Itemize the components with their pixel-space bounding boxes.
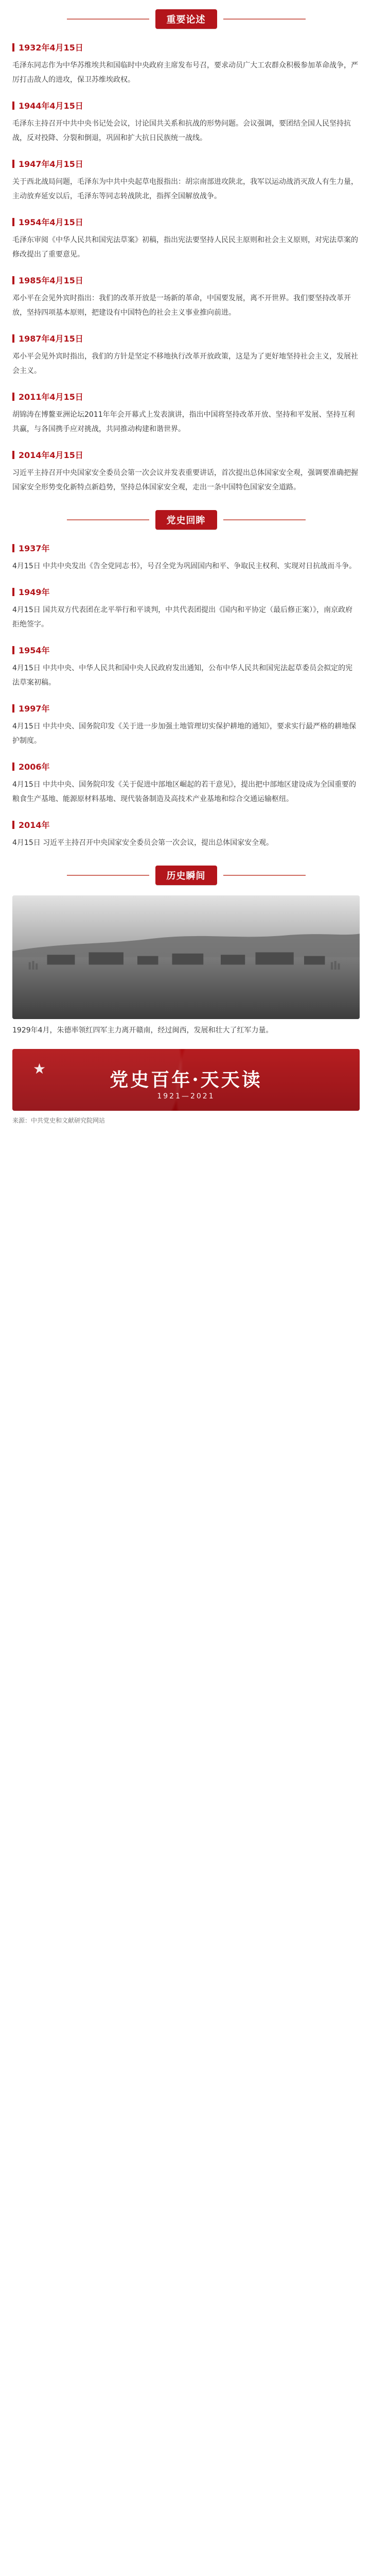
paragraph: 胡锦涛在博鳌亚洲论坛2011年年会开幕式上发表演讲，指出中国将坚持改革开放、坚持和平发展、坚持互利共赢，与各国携手应对挑战，共同推动构建和谐世界。 — [12, 411, 355, 433]
photo-illustration — [12, 895, 360, 1019]
star-icon: ★ — [33, 1060, 46, 1077]
photo-caption: 1929年4月，朱德率领红四军主力离开赣南，经过闽西，发展和壮大了红军力量。 — [12, 1026, 273, 1035]
year-text: 1954年 — [19, 646, 50, 655]
year-marker-icon — [12, 588, 14, 596]
paragraph: 关于西北战局问题，毛泽东为中共中央起草电报指出：胡宗南部进攻陕北，我军以运动战消灭敌人有生力量，主动放弃延安以后，毛泽东等同志转战陕北，指挥全国解放战争。 — [12, 178, 358, 200]
buildings — [47, 952, 325, 964]
paragraph: 4月15日 中共中央、国务院印发《关于进一步加强土地管理切实保护耕地的通知》，要求实行最严格的耕地保护制度。 — [12, 722, 357, 745]
paragraph: 4月15日 中共中央、国务院印发《关于促进中部地区崛起的若干意见》，提出把中部地区建设成为全国重要的粮食生产基地、能源原材料基地、现代装备制造及高技术产业基地和综合交通运输枢纽。 — [12, 781, 357, 803]
year-label — [12, 542, 360, 554]
banner-years: 1921—2021 — [157, 1092, 215, 1100]
year-marker-icon — [12, 762, 14, 771]
historical-photo — [12, 895, 360, 1019]
decorative-line-right — [223, 19, 306, 20]
ground — [12, 957, 360, 1019]
year-marker-icon — [12, 276, 14, 284]
paragraph: 邓小平在会见外宾时指出：我们的改革开放是一场新的革命，中国要发展，离不开世界。我们要坚持改革开放，坚持四项基本原则，把建设有中国特色的社会主义事业推向前进。 — [12, 294, 351, 317]
section-header-important — [0, 9, 372, 29]
year-label — [12, 216, 360, 228]
year-label — [12, 819, 360, 831]
paragraph: 4月15日 中共中央、中华人民共和国中央人民政府发出通知，公布中华人民共和国宪法起草委员会拟定的宪法草案初稿。 — [12, 664, 353, 687]
section-header-history-ref — [0, 510, 372, 530]
year-marker-icon — [12, 451, 14, 459]
paragraph: 邓小平会见外宾时指出，我们的方针是坚定不移地执行改革开放政策，这是为了更好地坚持社会主义，发展社会主义。 — [12, 352, 358, 375]
year-text: 2011年4月15日 — [19, 392, 83, 402]
year-text: 1944年4月15日 — [19, 101, 83, 111]
source: 来源：中共党史和文献研究院网站 — [12, 1117, 105, 1124]
year-label — [12, 274, 360, 286]
year-text: 1932年4月15日 — [19, 43, 83, 53]
year-label — [12, 586, 360, 598]
year-text: 2014年 — [19, 820, 50, 830]
paragraph: 毛泽东同志作为中华苏维埃共和国临时中央政府主席发布号召，要求动员广大工农群众积极参加革命战争，严厉打击敌人的进攻，保卫苏维埃政权。 — [12, 61, 358, 84]
year-marker-icon — [12, 43, 14, 52]
decorative-line-right — [223, 519, 306, 520]
year-text: 1949年 — [19, 587, 50, 597]
paragraph: 毛泽东审阅《中华人民共和国宪法草案》初稿，指出宪法要坚持人民民主原则和社会主义原则，对宪法草案的修改提出了重要意见。 — [12, 236, 358, 259]
year-label — [12, 41, 360, 53]
year-text: 2006年 — [19, 762, 50, 772]
year-label — [12, 99, 360, 111]
decorative-line-left — [67, 519, 149, 520]
year-text: 1947年4月15日 — [19, 159, 83, 169]
year-marker-icon — [12, 334, 14, 343]
year-marker-icon — [12, 544, 14, 552]
decorative-line-left — [67, 19, 149, 20]
year-label — [12, 391, 360, 402]
year-text: 1985年4月15日 — [19, 276, 83, 285]
section-header-history-review — [0, 866, 372, 885]
year-text: 2014年4月15日 — [19, 450, 83, 460]
historical-photo-wrap — [12, 895, 360, 1019]
year-marker-icon — [12, 821, 14, 829]
year-label — [12, 449, 360, 461]
year-text: 1997年 — [19, 704, 50, 714]
year-label — [12, 760, 360, 772]
paragraph: 4月15日 国共双方代表团在北平举行和平谈判，中共代表团提出《国内和平协定（最后修正案）》，南京政府拒绝签字。 — [12, 606, 353, 629]
banner-title: 党史百年·天天读 — [110, 1069, 262, 1091]
year-marker-icon — [12, 646, 14, 654]
year-label — [12, 644, 360, 656]
year-label — [12, 332, 360, 344]
year-marker-icon — [12, 704, 14, 713]
year-marker-icon — [12, 393, 14, 401]
year-marker-icon — [12, 218, 14, 226]
important-list — [0, 41, 372, 495]
year-label — [12, 158, 360, 170]
paragraph: 4月15日 习近平主持召开中央国家安全委员会第一次会议，提出总体国家安全观。 — [12, 839, 274, 847]
section-title: 重要论述 — [155, 9, 217, 29]
decorative-line-left — [67, 875, 149, 876]
paragraph: 习近平主持召开中央国家安全委员会第一次会议并发表重要讲话，首次提出总体国家安全观，强调要准确把握国家安全形势变化新特点新趋势，坚持总体国家安全观，走出一条中国特色国家安全道路。 — [12, 469, 358, 492]
history-list — [0, 542, 372, 850]
section-title: 党史回眸 — [155, 510, 217, 530]
paragraph: 4月15日 中共中央发出《告全党同志书》，号召全党为巩固国内和平、争取民主权利、实现对日抗战而斗争。 — [12, 562, 357, 570]
year-marker-icon — [12, 160, 14, 168]
section-title: 历史瞬间 — [155, 866, 217, 885]
year-marker-icon — [12, 101, 14, 110]
year-text: 1954年4月15日 — [19, 217, 83, 227]
footer-banner — [12, 1049, 360, 1111]
year-text: 1937年 — [19, 544, 50, 553]
decorative-line-right — [223, 875, 306, 876]
paragraph: 毛泽东主持召开中共中央书记处会议，讨论国共关系和抗战的形势问题。会议强调，要团结全国人民坚持抗战，反对投降、分裂和倒退，巩固和扩大抗日民族统一战线。 — [12, 120, 351, 142]
year-label — [12, 702, 360, 714]
year-text: 1987年4月15日 — [19, 334, 83, 344]
